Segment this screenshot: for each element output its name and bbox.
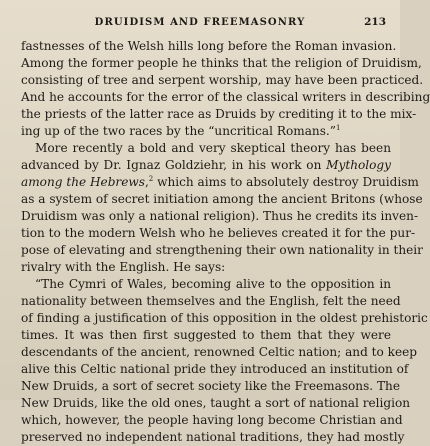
quote-line: preserved no independent national traditions, they had mostly (21, 430, 405, 444)
text-line: among the Hebrews,$^2$ which aims to absolutely destroy Druidism (21, 174, 419, 189)
body-text (21, 38, 430, 446)
page-header (0, 14, 400, 32)
quote-line: “The Cymri of Wales, becoming alive to the opposition in (35, 277, 391, 291)
text-line: ing up of the two races by the “uncritical Romans.”$^1$ (21, 123, 341, 138)
page-number: 213 (364, 16, 386, 28)
quote-line: New Druids, like the old ones, taught a sort of national religion (21, 396, 411, 410)
quote-line: New Druids, a sort of secret society like the Freemasons. The (21, 379, 400, 393)
text-line: consisting of tree and serpent worship, may have been practiced. (21, 73, 424, 87)
quote-line: which, however, the people having long become Christian and (21, 413, 403, 427)
book-title: among the Hebrews (21, 175, 145, 189)
text-line: fastnesses of the Welsh hills long before the Roman invasion. (21, 39, 397, 53)
text-line: And he accounts for the error of the classical writers in describing (21, 90, 430, 104)
text-line: More recently a bold and very skeptical theory has been (35, 141, 391, 155)
footnote-marker: 1 (335, 123, 341, 132)
text-line: Among the former people he thinks that the religion of Druidism, (21, 56, 422, 70)
text-line: the priests of the latter race as Druids by crediting it to the mix- (21, 107, 417, 121)
running-head: DRUIDISM AND FREEMASONRY (94, 17, 306, 28)
quote-line: alive this Celtic national pride they introduced an institution of (21, 362, 409, 376)
text-line: Druidism was only a national religion). Thus he credits its inven- (21, 209, 419, 223)
quote-line: of finding a justification of this opposition in the oldest prehistoric (21, 311, 428, 325)
quote-line: nationality between themselves and the English, felt the need (21, 294, 401, 308)
text-line: tion to the modern Welsh who he believes created it for the pur- (21, 226, 416, 240)
quote-line: times. It was then first suggested to them that they were (21, 328, 391, 342)
text-line: rivalry with the English. He says: (21, 260, 226, 274)
quote-line: descendants of the ancient, renowned Celtic nation; and to keep (21, 345, 418, 359)
text-line: advanced by Dr. Ignaz Goldziehr, in his work on Mythology (21, 158, 391, 172)
footnote-marker: 2 (148, 174, 154, 183)
text-line: as a system of secret initiation among the ancient Britons (whose (21, 192, 423, 206)
book-title: Mythology (326, 158, 391, 172)
text-line: pose of elevating and strengthening their own nationality in their (21, 243, 423, 257)
